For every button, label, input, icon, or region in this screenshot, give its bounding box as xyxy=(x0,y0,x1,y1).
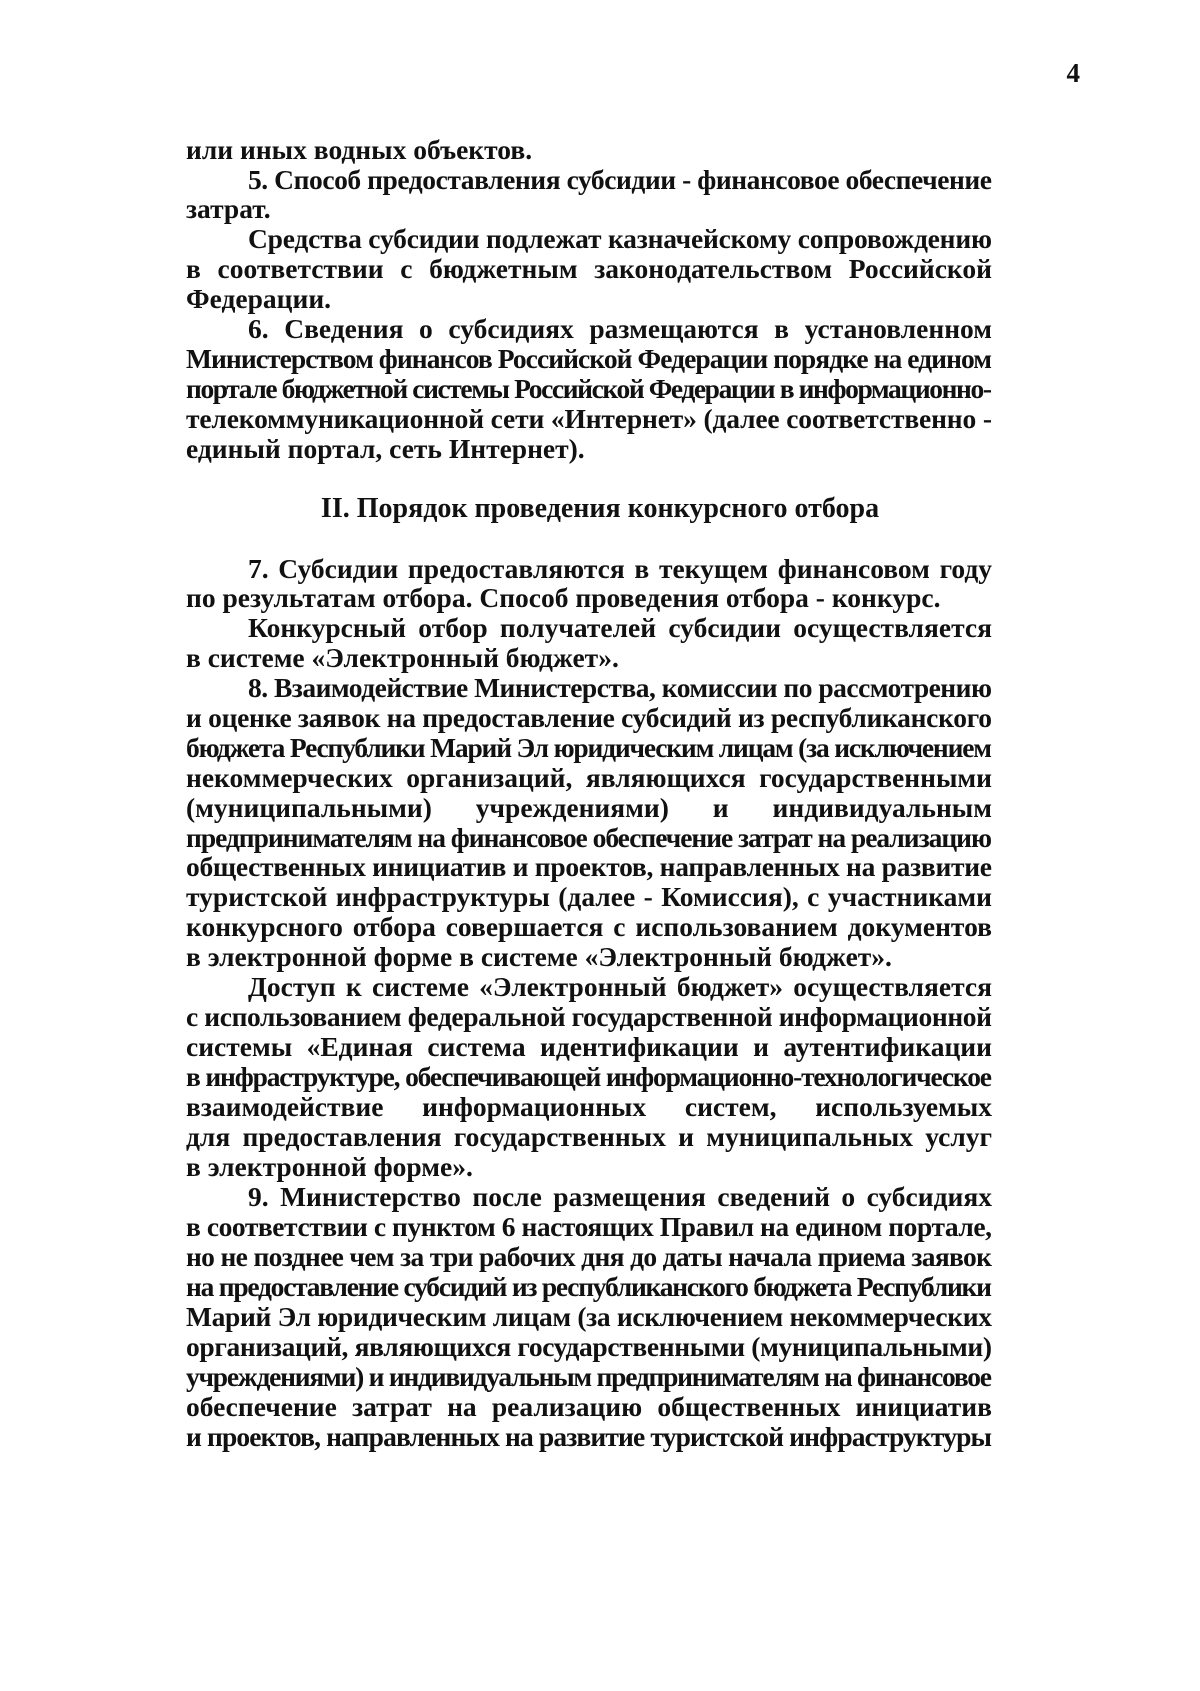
text-line: 5. Способ предоставления субсидии - финансовое обеспечение xyxy=(248,164,992,195)
text-line: 9. Министерство после размещения сведений о субсидиях xyxy=(248,1181,992,1212)
text-line: для предоставления государственных и муниципальных услуг xyxy=(186,1121,992,1152)
text-line: Министерством финансов Российской Федерации порядке на едином xyxy=(186,343,992,374)
text-line: и оценке заявок на предоставление субсидий из республиканского xyxy=(186,702,992,733)
text-line: взаимодействие информационных систем, используемых xyxy=(186,1091,992,1122)
text-line: 7. Субсидии предоставляются в текущем финансовом году xyxy=(248,553,992,584)
text-line: по результатам отбора. Способ проведения отбора - конкурс. xyxy=(186,582,941,613)
text-line: единый портал, сеть Интернет). xyxy=(186,433,585,464)
text-line: 8. Взаимодействие Министерства, комиссии по рассмотрению xyxy=(248,672,992,703)
text-line: в электронной форме в системе «Электронный бюджет». xyxy=(186,941,892,972)
text-line: бюджета Республики Марий Эл юридическим лицам (за исключением xyxy=(186,732,991,763)
text-line: некоммерческих организаций, являющихся государственными xyxy=(186,762,992,793)
text-line: предпринимателям на финансовое обеспечение затрат на реализацию xyxy=(186,822,991,853)
text-line: Марий Эл юридическим лицам (за исключением некоммерческих xyxy=(186,1301,992,1332)
text-line: в инфраструктуре, обеспечивающей информационно-технологическое xyxy=(186,1061,991,1092)
section-heading: II. Порядок проведения конкурсного отбора xyxy=(320,493,880,524)
text-line: обеспечение затрат на реализацию общественных инициатив xyxy=(186,1391,992,1422)
text-line: но не позднее чем за три рабочих дня до даты начала приема заявок xyxy=(186,1241,992,1272)
text-line: затрат. xyxy=(186,193,271,224)
text-line: на предоставление субсидий из республиканского бюджета Республики xyxy=(186,1271,991,1302)
text-line: портале бюджетной системы Российской Федерации в информационно- xyxy=(186,373,991,404)
text-line: в системе «Электронный бюджет». xyxy=(186,642,619,673)
text-line: (муниципальными) учреждениями) и индивидуальным xyxy=(186,792,992,823)
text-line: телекоммуникационной сети «Интернет» (далее соответственно - xyxy=(186,403,992,434)
text-line: Средства субсидии подлежат казначейскому сопровождению xyxy=(248,223,992,254)
text-line: или иных водных объектов. xyxy=(186,134,533,165)
text-line: конкурсного отбора совершается с использованием документов xyxy=(186,911,992,942)
text-line: Доступ к системе «Электронный бюджет» осуществляется xyxy=(248,971,992,1002)
text-line: и проектов, направленных на развитие туристской инфраструктуры xyxy=(186,1421,992,1452)
text-line: в соответствии с бюджетным законодательством Российской xyxy=(186,253,992,284)
text-line: организаций, являющихся государственными (муниципальными) xyxy=(186,1331,992,1362)
text-line: в электронной форме». xyxy=(186,1151,473,1182)
text-line: Конкурсный отбор получателей субсидии осуществляется xyxy=(248,612,992,643)
text-line: системы «Единая система идентификации и аутентификации xyxy=(186,1031,992,1062)
text-line: 6. Сведения о субсидиях размещаются в установленном xyxy=(248,313,992,344)
text-line: Федерации. xyxy=(186,283,332,314)
text-line: в соответствии с пунктом 6 настоящих Правил на едином портале, xyxy=(186,1211,992,1242)
page-number: 4 xyxy=(1066,58,1080,88)
text-line: общественных инициатив и проектов, направленных на развитие xyxy=(186,851,992,882)
text-line: с использованием федеральной государственной информационной xyxy=(186,1001,992,1032)
text-line: туристской инфраструктуры (далее - Комиссия), с участниками xyxy=(186,881,992,912)
text-line: учреждениями) и индивидуальным предпринимателям на финансовое xyxy=(186,1361,991,1392)
